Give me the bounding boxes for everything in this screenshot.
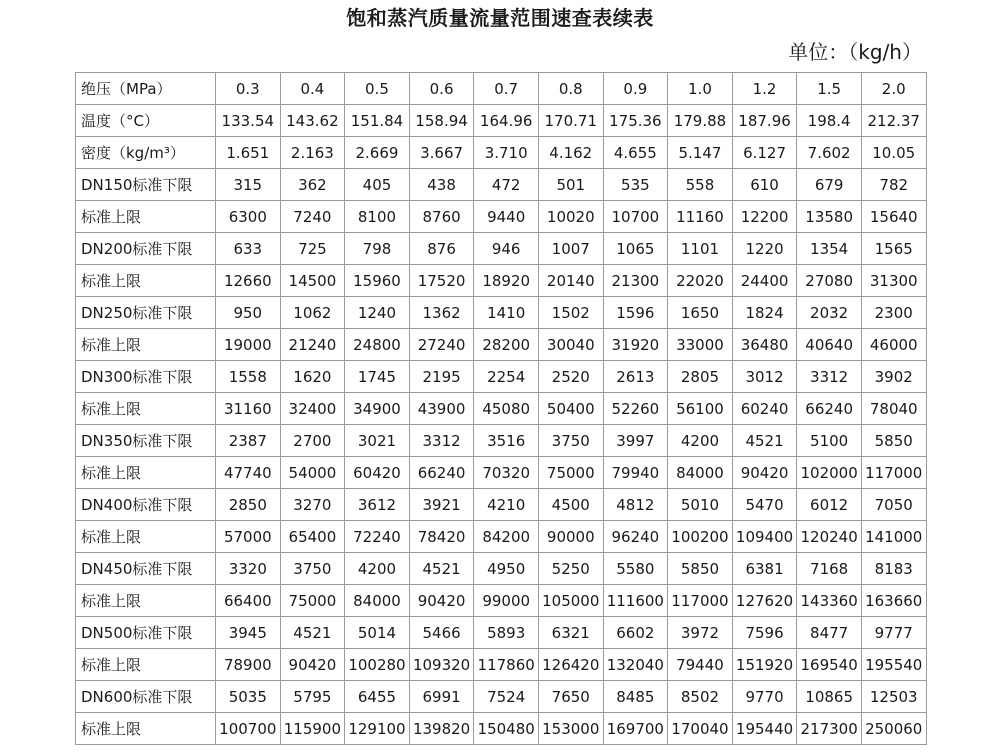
table-cell: 7650 — [538, 681, 603, 713]
row-label: 标准上限 — [76, 457, 216, 489]
row-label: DN400标准下限 — [76, 489, 216, 521]
flow-range-table — [75, 72, 927, 745]
table-cell: 472 — [474, 169, 539, 201]
table-cell: 1620 — [280, 361, 345, 393]
table-cell: 27240 — [409, 329, 474, 361]
table-cell: 1565 — [861, 233, 926, 265]
table-cell: 2.0 — [861, 73, 926, 105]
table-cell: 47740 — [216, 457, 281, 489]
table-cell: 78040 — [861, 393, 926, 425]
table-cell: 33000 — [668, 329, 733, 361]
table-cell: 84000 — [345, 585, 410, 617]
table-cell: 0.8 — [538, 73, 603, 105]
table-row — [76, 425, 927, 457]
table-cell: 315 — [216, 169, 281, 201]
table-row — [76, 233, 927, 265]
table-cell: 17520 — [409, 265, 474, 297]
table-cell: 198.4 — [797, 105, 862, 137]
table-cell: 2613 — [603, 361, 668, 393]
table-cell: 100700 — [216, 713, 281, 745]
table-row — [76, 489, 927, 521]
table-cell: 3921 — [409, 489, 474, 521]
table-cell: 90420 — [280, 649, 345, 681]
table-cell: 3312 — [797, 361, 862, 393]
table-cell: 11160 — [668, 201, 733, 233]
table-cell: 2.669 — [345, 137, 410, 169]
table-row — [76, 169, 927, 201]
row-label: DN200标准下限 — [76, 233, 216, 265]
table-cell: 876 — [409, 233, 474, 265]
table-cell: 10700 — [603, 201, 668, 233]
table-cell: 179.88 — [668, 105, 733, 137]
table-cell: 3270 — [280, 489, 345, 521]
table-cell: 4521 — [280, 617, 345, 649]
table-cell: 21240 — [280, 329, 345, 361]
table-cell: 3516 — [474, 425, 539, 457]
table-cell: 4950 — [474, 553, 539, 585]
table-row — [76, 393, 927, 425]
table-row — [76, 521, 927, 553]
table-cell: 139820 — [409, 713, 474, 745]
table-cell: 22020 — [668, 265, 733, 297]
row-label: 密度（kg/m³） — [76, 137, 216, 169]
table-cell: 1065 — [603, 233, 668, 265]
table-cell: 2032 — [797, 297, 862, 329]
row-label: DN600标准下限 — [76, 681, 216, 713]
row-label: 标准上限 — [76, 329, 216, 361]
row-label: 标准上限 — [76, 265, 216, 297]
table-cell: 24800 — [345, 329, 410, 361]
table-cell: 2300 — [861, 297, 926, 329]
table-cell: 5850 — [861, 425, 926, 457]
table-row — [76, 137, 927, 169]
table-cell: 5010 — [668, 489, 733, 521]
table-cell: 50400 — [538, 393, 603, 425]
table-cell: 4.655 — [603, 137, 668, 169]
table-cell: 90000 — [538, 521, 603, 553]
table-cell: 36480 — [732, 329, 797, 361]
table-cell: 217300 — [797, 713, 862, 745]
table-cell: 3997 — [603, 425, 668, 457]
table-cell: 175.36 — [603, 105, 668, 137]
table-cell: 1007 — [538, 233, 603, 265]
table-cell: 30040 — [538, 329, 603, 361]
table-cell: 126420 — [538, 649, 603, 681]
table-cell: 150480 — [474, 713, 539, 745]
table-cell: 169700 — [603, 713, 668, 745]
table-cell: 195540 — [861, 649, 926, 681]
row-label: 标准上限 — [76, 649, 216, 681]
table-cell: 96240 — [603, 521, 668, 553]
table-cell: 109320 — [409, 649, 474, 681]
table-cell: 170.71 — [538, 105, 603, 137]
table-cell: 4521 — [409, 553, 474, 585]
row-label: 标准上限 — [76, 585, 216, 617]
table-cell: 7524 — [474, 681, 539, 713]
row-label: 标准上限 — [76, 201, 216, 233]
table-cell: 2387 — [216, 425, 281, 457]
table-cell: 405 — [345, 169, 410, 201]
table-cell: 164.96 — [474, 105, 539, 137]
table-cell: 1101 — [668, 233, 733, 265]
table-cell: 43900 — [409, 393, 474, 425]
table-cell: 5850 — [668, 553, 733, 585]
table-cell: 141000 — [861, 521, 926, 553]
table-cell: 117000 — [668, 585, 733, 617]
table-cell: 4.162 — [538, 137, 603, 169]
table-row — [76, 681, 927, 713]
table-cell: 78900 — [216, 649, 281, 681]
table-cell: 2805 — [668, 361, 733, 393]
table-cell: 115900 — [280, 713, 345, 745]
table-cell: 10.05 — [861, 137, 926, 169]
table-cell: 151.84 — [345, 105, 410, 137]
table-cell: 21300 — [603, 265, 668, 297]
table-cell: 8760 — [409, 201, 474, 233]
table-cell: 45080 — [474, 393, 539, 425]
table-cell: 5035 — [216, 681, 281, 713]
table-row — [76, 265, 927, 297]
table-cell: 535 — [603, 169, 668, 201]
table-cell: 4210 — [474, 489, 539, 521]
table-cell: 1240 — [345, 297, 410, 329]
table-cell: 362 — [280, 169, 345, 201]
table-cell: 4521 — [732, 425, 797, 457]
table-row — [76, 105, 927, 137]
table-cell: 1.2 — [732, 73, 797, 105]
table-cell: 78420 — [409, 521, 474, 553]
table-cell: 52260 — [603, 393, 668, 425]
table-cell: 5795 — [280, 681, 345, 713]
table-cell: 84000 — [668, 457, 733, 489]
table-cell: 195440 — [732, 713, 797, 745]
table-cell: 7596 — [732, 617, 797, 649]
table-cell: 65400 — [280, 521, 345, 553]
table-row — [76, 329, 927, 361]
table-cell: 610 — [732, 169, 797, 201]
table-cell: 1.5 — [797, 73, 862, 105]
table-cell: 8100 — [345, 201, 410, 233]
table-cell: 75000 — [538, 457, 603, 489]
table-cell: 15960 — [345, 265, 410, 297]
table-cell: 132040 — [603, 649, 668, 681]
table-cell: 8485 — [603, 681, 668, 713]
table-cell: 6991 — [409, 681, 474, 713]
table-cell: 0.4 — [280, 73, 345, 105]
table-cell: 9770 — [732, 681, 797, 713]
table-cell: 127620 — [732, 585, 797, 617]
table-cell: 3750 — [280, 553, 345, 585]
table-cell: 3972 — [668, 617, 733, 649]
row-label: DN250标准下限 — [76, 297, 216, 329]
row-label: 标准上限 — [76, 393, 216, 425]
table-cell: 163660 — [861, 585, 926, 617]
table-row — [76, 361, 927, 393]
row-label: 标准上限 — [76, 521, 216, 553]
table-cell: 9777 — [861, 617, 926, 649]
row-label: DN500标准下限 — [76, 617, 216, 649]
table-cell: 1410 — [474, 297, 539, 329]
table-cell: 3750 — [538, 425, 603, 457]
table-row — [76, 585, 927, 617]
table-cell: 24400 — [732, 265, 797, 297]
table-cell: 133.54 — [216, 105, 281, 137]
table-cell: 13580 — [797, 201, 862, 233]
table-cell: 3612 — [345, 489, 410, 521]
table-cell: 1354 — [797, 233, 862, 265]
table-cell: 5014 — [345, 617, 410, 649]
table-cell: 27080 — [797, 265, 862, 297]
table-cell: 2700 — [280, 425, 345, 457]
table-cell: 31920 — [603, 329, 668, 361]
table-cell: 84200 — [474, 521, 539, 553]
table-cell: 187.96 — [732, 105, 797, 137]
table-cell: 6321 — [538, 617, 603, 649]
table-cell: 31160 — [216, 393, 281, 425]
table-cell: 12660 — [216, 265, 281, 297]
table-cell: 4812 — [603, 489, 668, 521]
table-row — [76, 297, 927, 329]
table-cell: 5.147 — [668, 137, 733, 169]
table-cell: 1558 — [216, 361, 281, 393]
table-cell: 143.62 — [280, 105, 345, 137]
table-cell: 169540 — [797, 649, 862, 681]
row-label: DN450标准下限 — [76, 553, 216, 585]
table-cell: 90420 — [409, 585, 474, 617]
table-cell: 0.5 — [345, 73, 410, 105]
table-cell: 12503 — [861, 681, 926, 713]
table-cell: 2.163 — [280, 137, 345, 169]
table-cell: 7168 — [797, 553, 862, 585]
row-label: DN350标准下限 — [76, 425, 216, 457]
table-row — [76, 457, 927, 489]
table-cell: 5470 — [732, 489, 797, 521]
table-cell: 5893 — [474, 617, 539, 649]
table-cell: 79940 — [603, 457, 668, 489]
table-cell: 14500 — [280, 265, 345, 297]
table-cell: 102000 — [797, 457, 862, 489]
table-cell: 0.9 — [603, 73, 668, 105]
table-row — [76, 713, 927, 745]
table-cell: 1362 — [409, 297, 474, 329]
table-body — [76, 73, 927, 745]
table-cell: 10020 — [538, 201, 603, 233]
table-cell: 3.667 — [409, 137, 474, 169]
table-cell: 31300 — [861, 265, 926, 297]
table-cell: 28200 — [474, 329, 539, 361]
table-cell: 438 — [409, 169, 474, 201]
table-cell: 117000 — [861, 457, 926, 489]
table-cell: 798 — [345, 233, 410, 265]
table-cell: 633 — [216, 233, 281, 265]
table-cell: 46000 — [861, 329, 926, 361]
table-cell: 40640 — [797, 329, 862, 361]
table-cell: 1062 — [280, 297, 345, 329]
table-row — [76, 553, 927, 585]
table-cell: 6455 — [345, 681, 410, 713]
row-label: DN150标准下限 — [76, 169, 216, 201]
table-cell: 2195 — [409, 361, 474, 393]
row-label: DN300标准下限 — [76, 361, 216, 393]
table-cell: 18920 — [474, 265, 539, 297]
table-cell: 2520 — [538, 361, 603, 393]
table-cell: 4200 — [668, 425, 733, 457]
table-cell: 4200 — [345, 553, 410, 585]
table-cell: 725 — [280, 233, 345, 265]
table-cell: 558 — [668, 169, 733, 201]
table-cell: 3945 — [216, 617, 281, 649]
table-cell: 90420 — [732, 457, 797, 489]
table-cell: 3012 — [732, 361, 797, 393]
table-cell: 5250 — [538, 553, 603, 585]
table-cell: 1220 — [732, 233, 797, 265]
table-cell: 100200 — [668, 521, 733, 553]
table-cell: 6602 — [603, 617, 668, 649]
table-cell: 250060 — [861, 713, 926, 745]
table-cell: 12200 — [732, 201, 797, 233]
table-cell: 4500 — [538, 489, 603, 521]
table-cell: 6381 — [732, 553, 797, 585]
row-label: 绝压（MPa） — [76, 73, 216, 105]
table-cell: 7050 — [861, 489, 926, 521]
table-cell: 0.3 — [216, 73, 281, 105]
table-cell: 75000 — [280, 585, 345, 617]
table-cell: 501 — [538, 169, 603, 201]
table-cell: 1.0 — [668, 73, 733, 105]
table-cell: 66400 — [216, 585, 281, 617]
table-cell: 72240 — [345, 521, 410, 553]
table-cell: 109400 — [732, 521, 797, 553]
table-cell: 3902 — [861, 361, 926, 393]
table-cell: 34900 — [345, 393, 410, 425]
unit-label: 单位：（kg/h） — [788, 40, 922, 64]
table-row — [76, 73, 927, 105]
table-cell: 950 — [216, 297, 281, 329]
table-cell: 66240 — [797, 393, 862, 425]
table-cell: 1824 — [732, 297, 797, 329]
table-cell: 15640 — [861, 201, 926, 233]
table-cell: 8183 — [861, 553, 926, 585]
table-cell: 111600 — [603, 585, 668, 617]
table-cell: 5466 — [409, 617, 474, 649]
table-cell: 7.602 — [797, 137, 862, 169]
table-cell: 20140 — [538, 265, 603, 297]
table-cell: 105000 — [538, 585, 603, 617]
table-cell: 3312 — [409, 425, 474, 457]
table-cell: 2850 — [216, 489, 281, 521]
table-cell: 8477 — [797, 617, 862, 649]
table-cell: 3021 — [345, 425, 410, 457]
table-cell: 129100 — [345, 713, 410, 745]
table-cell: 5100 — [797, 425, 862, 457]
table-cell: 3320 — [216, 553, 281, 585]
table-cell: 9440 — [474, 201, 539, 233]
table-cell: 1.651 — [216, 137, 281, 169]
table-cell: 54000 — [280, 457, 345, 489]
table-row — [76, 617, 927, 649]
table-cell: 1745 — [345, 361, 410, 393]
table-cell: 7240 — [280, 201, 345, 233]
table-cell: 946 — [474, 233, 539, 265]
table-cell: 66240 — [409, 457, 474, 489]
table-cell: 70320 — [474, 457, 539, 489]
table-cell: 79440 — [668, 649, 733, 681]
table-cell: 143360 — [797, 585, 862, 617]
table-cell: 120240 — [797, 521, 862, 553]
table-cell: 57000 — [216, 521, 281, 553]
table-row — [76, 649, 927, 681]
table-cell: 10865 — [797, 681, 862, 713]
table-cell: 158.94 — [409, 105, 474, 137]
table-cell: 1596 — [603, 297, 668, 329]
table-cell: 153000 — [538, 713, 603, 745]
table-cell: 782 — [861, 169, 926, 201]
table-cell: 56100 — [668, 393, 733, 425]
page-title: 饱和蒸汽质量流量范围速查表续表 — [346, 6, 654, 30]
table-cell: 151920 — [732, 649, 797, 681]
table-cell: 0.7 — [474, 73, 539, 105]
table-cell: 99000 — [474, 585, 539, 617]
table-cell: 1502 — [538, 297, 603, 329]
table-cell: 1650 — [668, 297, 733, 329]
table-cell: 170040 — [668, 713, 733, 745]
table-cell: 212.37 — [861, 105, 926, 137]
table-cell: 100280 — [345, 649, 410, 681]
table-row — [76, 201, 927, 233]
row-label: 温度（°C） — [76, 105, 216, 137]
table-cell: 8502 — [668, 681, 733, 713]
table-cell: 6300 — [216, 201, 281, 233]
table-cell: 2254 — [474, 361, 539, 393]
table-cell: 117860 — [474, 649, 539, 681]
table-cell: 5580 — [603, 553, 668, 585]
table-cell: 0.6 — [409, 73, 474, 105]
table-cell: 679 — [797, 169, 862, 201]
table-cell: 60240 — [732, 393, 797, 425]
table-cell: 60420 — [345, 457, 410, 489]
table-cell: 6.127 — [732, 137, 797, 169]
table-cell: 3.710 — [474, 137, 539, 169]
table-cell: 19000 — [216, 329, 281, 361]
row-label: 标准上限 — [76, 713, 216, 745]
table-cell: 32400 — [280, 393, 345, 425]
table-cell: 6012 — [797, 489, 862, 521]
